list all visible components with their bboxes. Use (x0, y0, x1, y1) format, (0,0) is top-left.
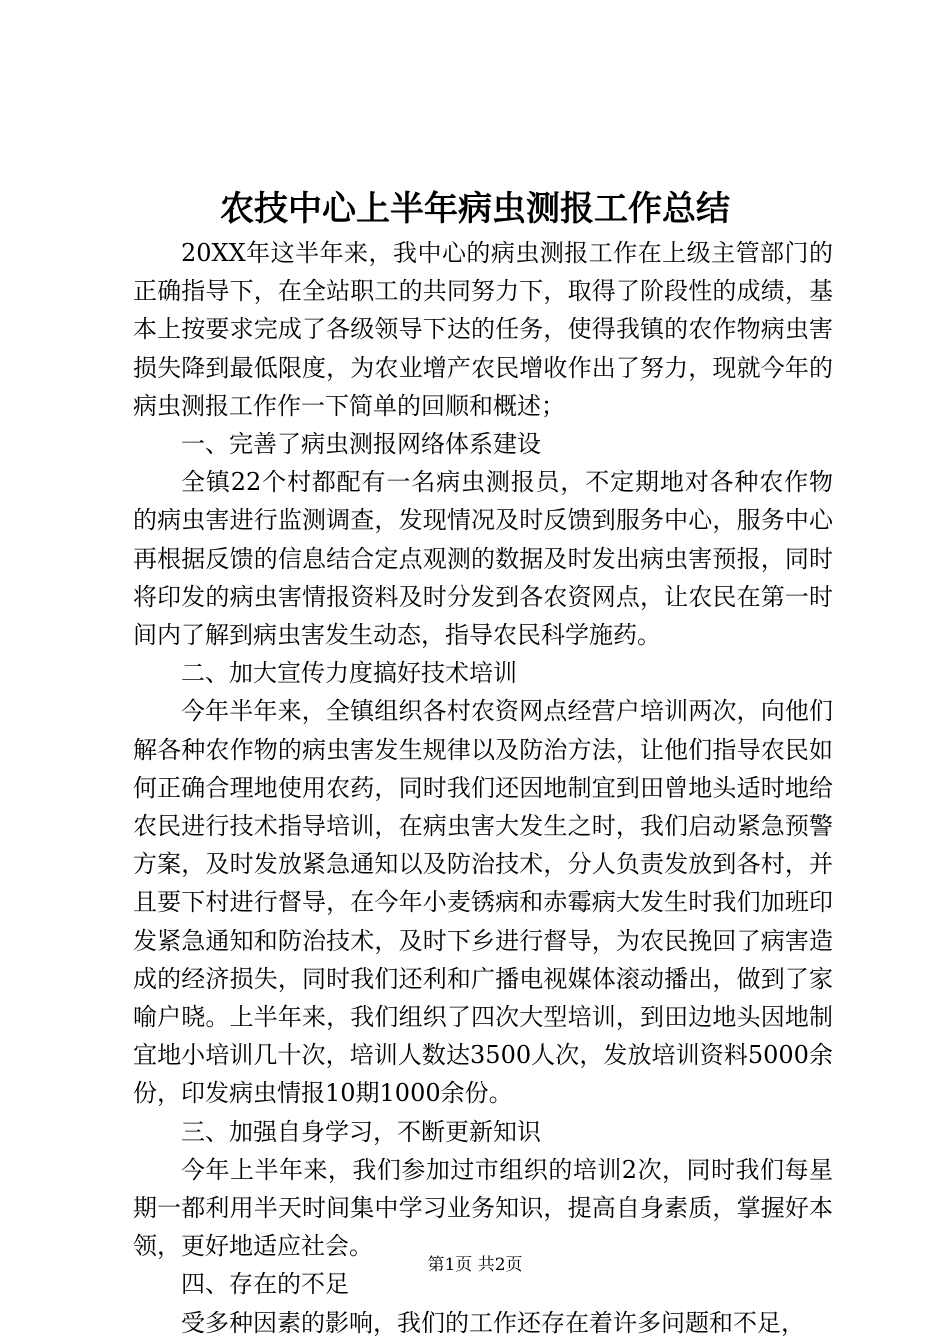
paragraph-section-4: 受多种因素的影响，我们的工作还存在着许多问题和不足， (181, 1308, 805, 1337)
paragraph-section-3: 今年上半年来，我们参加过市组织的培训2次，同时我们每星期一都利用半天时间集中学习业务知识，提高自身素质，掌握好本领，更好地适应社会。 (133, 1155, 833, 1261)
paragraph-section-1: 全镇22个村都配有一名病虫测报员，不定期地对各种农作物的病虫害进行监测调查，发现情况及时反馈到服务中心，服务中心再根据反馈的信息结合定点观测的数据及时发出病虫害预报，同时将印发的病虫害情报资料及时分发到各农资网点，让农民在第一时间内了解到病虫害发生动态，指导农民科学施药。 (133, 468, 833, 650)
page-number-footer: 第1页 共2页 (427, 1255, 523, 1275)
document-body (133, 234, 833, 1342)
document-title: 农技中心上半年病虫测报工作总结 (220, 189, 730, 229)
paragraph-intro: 20XX年这半年来，我中心的病虫测报工作在上级主管部门的正确指导下，在全站职工的共同努力下，取得了阶段性的成绩，基本上按要求完成了各级领导下达的任务，使得我镇的农作物病虫害损失降到最低限度，为农业增产农民增收作出了努力，现就今年的病虫测报工作作一下简单的回顺和概述； (133, 239, 833, 420)
section-heading-4: 四、存在的不足 (181, 1270, 349, 1299)
section-heading-3: 三、加强自身学习，不断更新知识 (181, 1117, 541, 1146)
section-heading-1: 一、完善了病虫测报网络体系建设 (181, 430, 541, 459)
section-heading-2: 二、加大宣传力度搞好技术培训 (181, 659, 517, 688)
paragraph-section-2: 今年半年来，全镇组织各村农资网点经营户培训两次，向他们解各种农作物的病虫害发生规律以及防治方法，让他们指导农民如何正确合理地使用农药，同时我们还因地制宜到田曾地头适时地给农民进行技术指导培训，在病虫害大发生之时，我们启动紧急预警方案，及时发放紧急通知以及防治技术，分人负责发放到各村，并且要下村进行督导，在今年小麦锈病和赤霉病大发生时我们加班印发紧急通知和防治技术，及时下乡进行督导，为农民挽回了病害造成的经济损失，同时我们还利和广播电视媒体滚动播出，做到了家喻户晓。上半年来，我们组织了四次大型培训，到田边地头因地制宜地小培训几十次，培训人数达3500人次，发放培训资料5000余份，印发病虫情报10期1000余份。 (133, 697, 833, 1108)
